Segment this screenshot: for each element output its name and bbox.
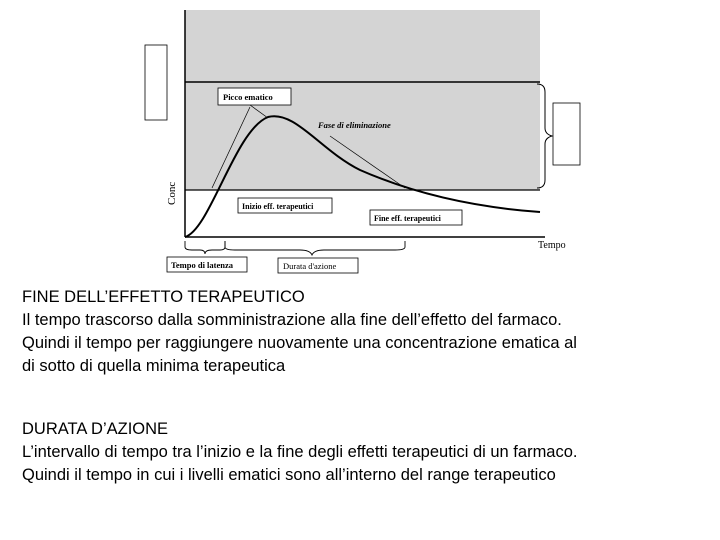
duration-bracket	[225, 241, 405, 255]
therapeutic-range-label-box	[553, 103, 580, 165]
section1-line3: di sotto di quella minima terapeutica	[22, 357, 286, 375]
section2-line1: L’intervallo di tempo tra l’inizio e la fine degli effetti terapeutici di un farmaco.	[22, 443, 578, 461]
latency-bracket	[185, 241, 225, 254]
x-axis-label: Tempo	[538, 240, 566, 251]
section2-title: DURATA D’AZIONE	[22, 420, 169, 438]
section-end-of-effect	[22, 286, 712, 378]
section1-title: FINE DELL’EFFETTO TERAPEUTICO	[22, 288, 305, 306]
duration-label: Durata d'azione	[283, 261, 337, 271]
onset-label: Inizio eff. terapeutici	[242, 202, 314, 211]
elimination-label: Fase di eliminazione	[318, 120, 391, 130]
y-axis-label: Conc	[166, 181, 178, 205]
y-axis-label-box	[145, 45, 167, 120]
section2-line2: Quindi il tempo in cui i livelli ematici sono all’interno del range terapeutico	[22, 466, 556, 484]
section1-line1: Il tempo trascorso dalla somministrazione alla fine dell’effetto del farmaco.	[22, 311, 562, 329]
section-duration	[22, 418, 712, 487]
peak-label: Picco ematico	[223, 92, 273, 102]
latency-label: Tempo di latenza	[171, 260, 234, 270]
section1-line2: Quindi il tempo per raggiungere nuovamente una concentrazione ematica al	[22, 334, 577, 352]
end-label: Fine eff. terapeutici	[374, 214, 441, 223]
